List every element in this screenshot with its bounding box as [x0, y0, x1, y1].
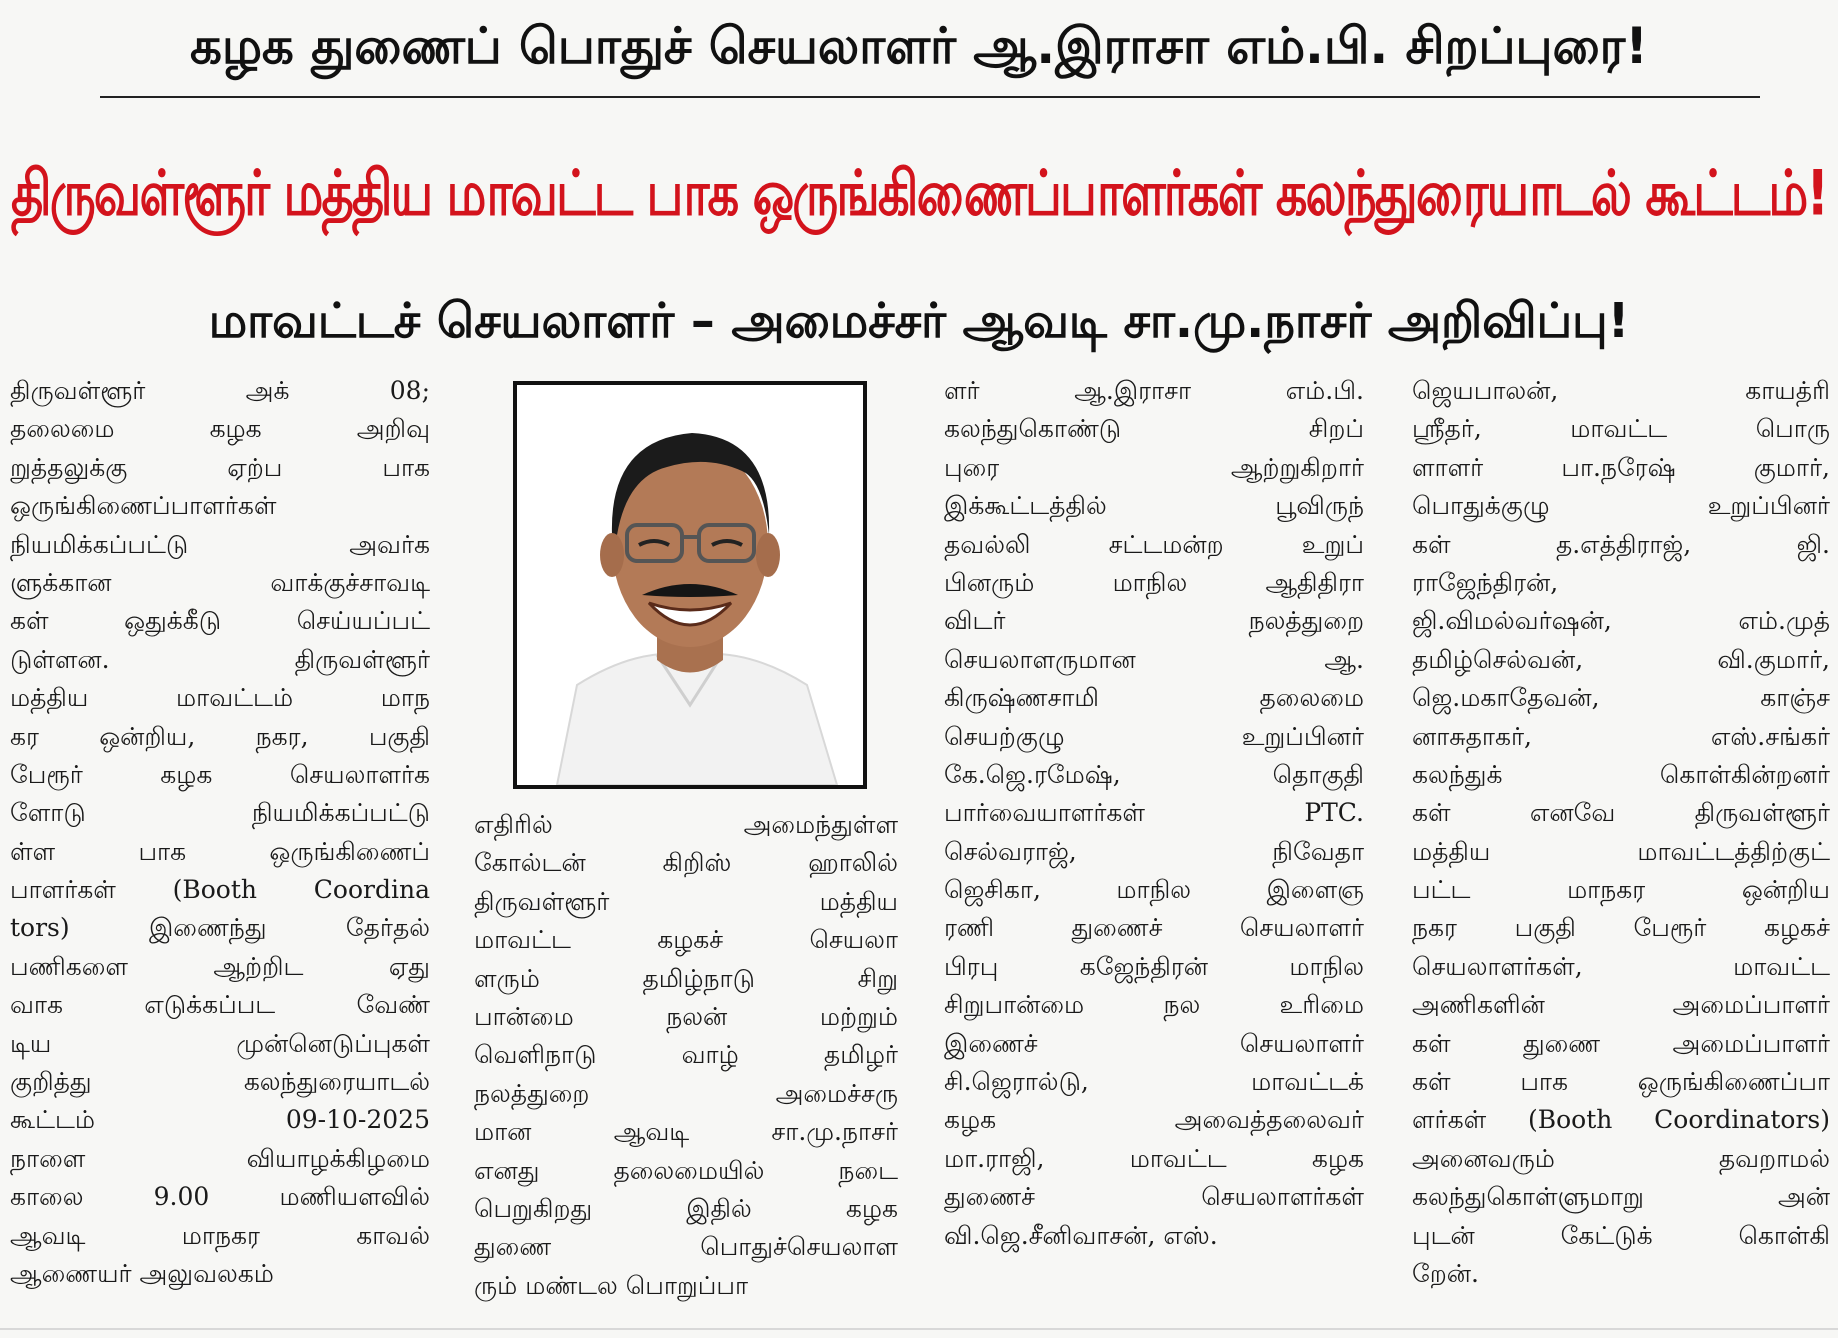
text-line: துணை பொதுச்செயலாள	[474, 1232, 898, 1262]
text-line: றுத்தலுக்கு ஏற்ப பாக	[10, 452, 430, 482]
text-line: ளர்கள் (Booth Coordinators)	[1412, 1105, 1830, 1135]
text-line: பணிகளை ஆற்றிட ஏது	[10, 951, 430, 981]
text-line: மத்திய மாவட்டத்திற்குட்	[1412, 836, 1830, 866]
text-line: நகர பகுதி பேரூர் கழகச்	[1412, 913, 1830, 943]
text-line: பாளர்கள் (Booth Coordina	[10, 875, 430, 905]
text-line: ஆணையர் அலுவலகம்	[10, 1258, 274, 1288]
article-column-2	[474, 806, 898, 1312]
bottom-divider	[0, 1328, 1838, 1330]
text-line: கலந்துக் கொள்கின்றனர்	[1412, 759, 1830, 789]
text-line: இணைச் செயலாளர்	[944, 1028, 1364, 1058]
text-line: ரும் மண்டல பொறுப்பா	[474, 1270, 749, 1300]
text-line: நாளை வியாழக்கிழமை	[10, 1143, 430, 1173]
text-line: வாக எடுக்கப்பட வேண்	[10, 990, 430, 1020]
text-line: ள்ள பாக ஒருங்கிணைப்	[10, 836, 430, 866]
article-column-3	[944, 372, 1364, 1312]
text-line: கலந்துகொள்ளுமாறு அன்	[1412, 1182, 1830, 1212]
text-line: குறித்து கலந்துரையாடல்	[10, 1067, 430, 1097]
text-line: பிரபு கஜேந்திரன் மாநில	[944, 951, 1364, 981]
article-column-1	[10, 372, 430, 1312]
portrait-photo	[513, 381, 867, 789]
text-line: வி.ஜெ.சீனிவாசன், எஸ்.	[944, 1220, 1218, 1250]
text-line: ஒருங்கிணைப்பாளர்கள்	[10, 491, 277, 521]
text-line: கிருஷ்ணசாமி தலைமை	[944, 683, 1364, 713]
text-line: ளர் ஆ.இராசா எம்.பி.	[944, 376, 1364, 405]
text-line: பான்மை நலன் மற்றும்	[474, 1001, 898, 1031]
text-line: ஜி.விமல்வர்ஷன், எம்.முத்	[1412, 606, 1830, 636]
text-line: காலை 9.00 மணியளவில்	[10, 1182, 430, 1212]
text-line: தலைமை கழக அறிவு	[10, 414, 430, 444]
text-line: டுள்ளன. திருவள்ளூர்	[10, 644, 430, 674]
text-line: பார்வையாளர்கள் PTC.	[944, 798, 1364, 828]
text-line: எதிரில் அமைந்துள்ள	[474, 810, 898, 839]
text-line: செயலாளருமான ஆ.	[944, 644, 1364, 674]
text-line: ஆவடி மாநகர காவல்	[10, 1220, 430, 1250]
text-line: எனது தலைமையில் நடை	[474, 1155, 898, 1185]
text-line: ஜெயபாலன், காயத்ரி	[1412, 376, 1830, 405]
text-line: தமிழ்செல்வன், வி.குமார்,	[1412, 644, 1830, 674]
text-line: திருவள்ளூர் அக் 08;	[10, 376, 430, 405]
text-line: நலத்துறை அமைச்சரு	[474, 1078, 898, 1108]
text-line: மாவட்ட கழகச் செயலா	[474, 925, 898, 955]
text-line: தவல்லி சட்டமன்ற உறுப்	[944, 529, 1364, 559]
text-line: செயற்குழு உறுப்பினர்	[944, 721, 1364, 751]
headline-top: கழக துணைப் பொதுச் செயலாளர் ஆ.இராசா எம்.பி. சிறப்புரை!	[190, 17, 1648, 75]
text-line: டிய முன்னெடுப்புகள்	[10, 1028, 430, 1058]
text-line: tors) இணைந்து தேர்தல்	[10, 913, 430, 943]
text-line: கள் த.எத்திராஜ், ஜி.	[1412, 529, 1830, 559]
text-line: கலந்துகொண்டு சிறப்	[944, 414, 1364, 444]
text-line: கள் துணை அமைப்பாளர்	[1412, 1028, 1830, 1058]
text-line: சி.ஜெரால்டு, மாவட்டக்	[944, 1067, 1364, 1097]
text-line: இக்கூட்டத்தில் பூவிருந்	[944, 491, 1364, 521]
text-line: கள் எனவே திருவள்ளூர்	[1412, 798, 1830, 828]
text-line: ளரும் தமிழ்நாடு சிறு	[474, 963, 898, 993]
text-line: பினரும் மாநில ஆதிதிரா	[944, 567, 1364, 597]
text-line: துணைச் செயலாளர்கள்	[944, 1182, 1364, 1212]
text-line: செயலாளர்கள், மாவட்ட	[1412, 951, 1830, 981]
text-line: சிறுபான்மை நல உரிமை	[944, 990, 1364, 1020]
text-line: கர ஒன்றிய, நகர, பகுதி	[10, 721, 430, 751]
text-line: புடன் கேட்டுக் கொள்கி	[1412, 1220, 1830, 1250]
text-line: அனைவரும் தவறாமல்	[1412, 1143, 1830, 1173]
text-line: ரணி துணைச் செயலாளர்	[944, 913, 1364, 943]
text-line: கள் ஒதுக்கீடு செய்யப்பட்	[10, 606, 430, 636]
text-line: செல்வராஜ், நிவேதா	[944, 836, 1364, 866]
text-line: னாசுதாகர், எஸ்.சங்கர்	[1412, 721, 1830, 751]
text-line: ஜெ.மகாதேவன், காஞ்ச	[1412, 683, 1830, 713]
text-line: பெறுகிறது இதில் கழக	[474, 1193, 898, 1223]
portrait-icon	[517, 385, 863, 785]
text-line: ராஜேந்திரன்,	[1412, 567, 1559, 597]
text-line: மத்திய மாவட்டம் மாந	[10, 683, 430, 713]
text-line: வெளிநாடு வாழ் தமிழர்	[474, 1040, 898, 1070]
text-line: பேரூர் கழக செயலாளர்க	[10, 759, 430, 789]
text-line: கள் பாக ஒருங்கிணைப்பா	[1412, 1067, 1830, 1097]
text-line: கழக அவைத்தலைவர்	[944, 1105, 1364, 1135]
text-line: விடர் நலத்துறை	[944, 606, 1364, 636]
text-line: நியமிக்கப்பட்டு அவர்க	[10, 529, 430, 559]
text-line: ஸ்ரீதர், மாவட்ட பொரு	[1412, 414, 1830, 444]
text-line: ளுக்கான வாக்குச்சாவடி	[10, 567, 430, 597]
headline-main: திருவள்ளூர் மத்திய மாவட்ட பாக ஒருங்கிணைப்பாளர்கள் கலந்துரையாடல் கூட்டம்!	[10, 156, 1828, 230]
text-line: கோல்டன் கிறிஸ் ஹாலில்	[474, 848, 898, 878]
text-line: பொதுக்குழு உறுப்பினர்	[1412, 491, 1830, 521]
text-line: அணிகளின் அமைப்பாளர்	[1412, 990, 1830, 1020]
text-line: கூட்டம் 09-10-2025	[10, 1105, 430, 1135]
text-line: புரை ஆற்றுகிறார்	[944, 452, 1364, 482]
text-line: ஜெசிகா, மாநில இளைஞ	[944, 875, 1364, 905]
text-line: ளோடு நியமிக்கப்பட்டு	[10, 798, 430, 828]
text-line: மான ஆவடி சா.மு.நாசர்	[474, 1117, 898, 1147]
text-line: மா.ராஜி, மாவட்ட கழக	[944, 1143, 1364, 1173]
text-line: பட்ட மாநகர ஒன்றிய	[1412, 875, 1830, 905]
text-line: கே.ஜெ.ரமேஷ், தொகுதி	[944, 759, 1364, 789]
headline-sub: மாவட்டச் செயலாளர் – அமைச்சர் ஆவடி சா.மு.நாசர் அறிவிப்பு!	[208, 294, 1630, 349]
headline-divider	[100, 96, 1760, 98]
text-line: றேன்.	[1412, 1258, 1479, 1288]
article-column-4	[1412, 372, 1830, 1312]
text-line: திருவள்ளூர் மத்திய	[474, 886, 898, 916]
text-line: ளாளர் பா.நரேஷ் குமார்,	[1412, 452, 1830, 482]
